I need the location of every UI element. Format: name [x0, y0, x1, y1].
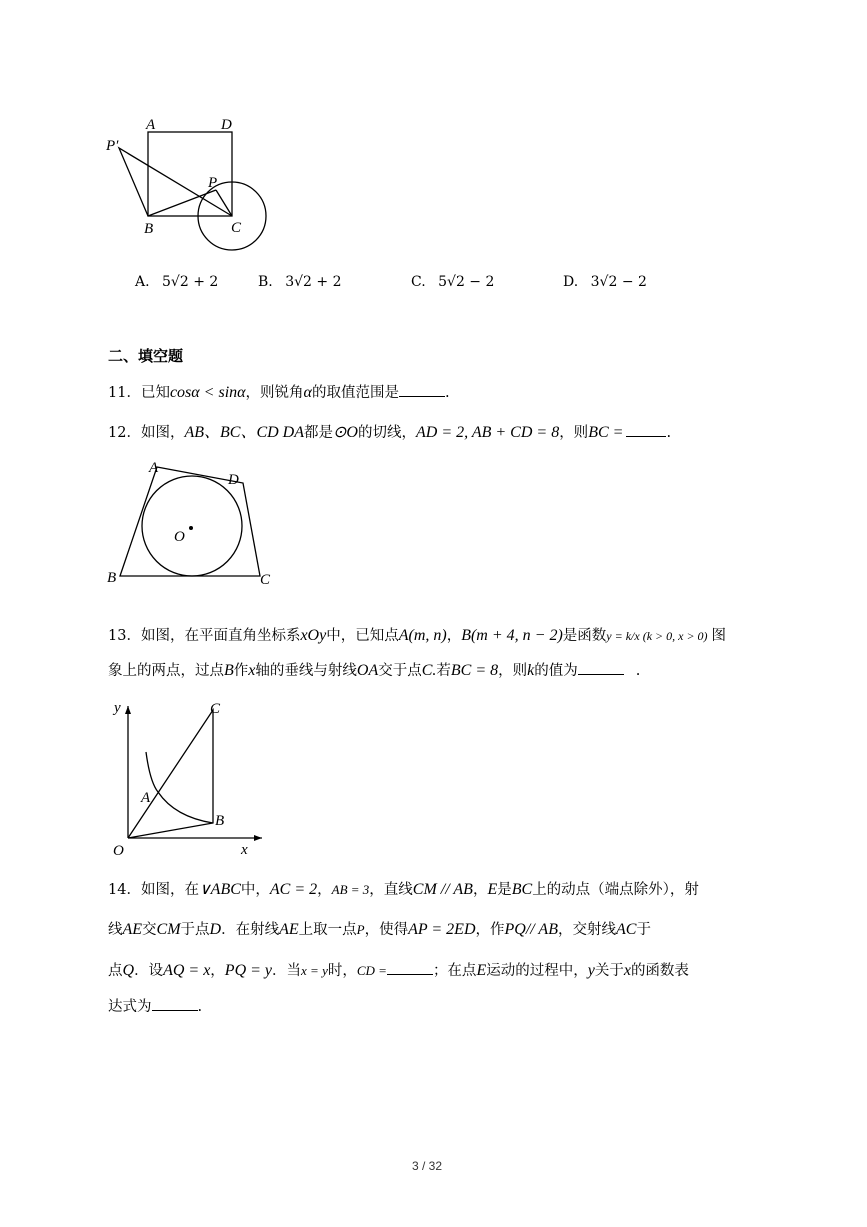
q14-l3j: CD = [356, 963, 387, 978]
fig13-label-c: C [210, 701, 221, 717]
q12-number: 12． [108, 425, 141, 441]
q14-l3n: y [587, 962, 595, 979]
q14-l2o: ，交射线 [557, 922, 616, 938]
q13-text-3: ， [446, 628, 462, 644]
q14-l2i: 上取一点 [298, 922, 357, 938]
option-d-letter: D. [563, 274, 579, 290]
q11-math-2: α [303, 384, 312, 401]
q14-l2g: ．在射线 [221, 922, 280, 938]
question-14-line-3 [108, 960, 689, 981]
q12-end: . [666, 425, 672, 441]
q13-text-5: 图 [711, 628, 727, 644]
q12-math-3: AD = 2, AB + CD = 8 [415, 424, 560, 441]
q13-text-4: 是函数 [562, 628, 607, 644]
q13-l2b: B [224, 662, 234, 679]
q14-l3i: 时， [327, 963, 357, 979]
q14-l3p: x [623, 962, 631, 979]
q14-l2k: ，使得 [364, 922, 409, 938]
figure-q10 [100, 110, 280, 260]
q14-l3k: ；在点 [432, 963, 477, 979]
q13-math-3: B(m + 4, n − 2) [461, 627, 563, 644]
option-c [411, 272, 494, 292]
q14-l3e: ， [210, 963, 225, 979]
fig10-label-b: B [144, 221, 154, 237]
q13-text-1: 如图，在平面直角坐标系 [140, 628, 301, 644]
fig10-label-a: A [146, 117, 156, 133]
option-b-letter: B. [258, 274, 273, 290]
fig12-label-d: D [228, 472, 239, 488]
q14-l2f: D [209, 921, 222, 938]
q14-l2b: AE [122, 921, 143, 938]
fig10-label-p: P [208, 175, 218, 191]
q14-l2a: 线 [108, 922, 123, 938]
q14-l3b: Q [122, 962, 135, 979]
q12-math-2: ⊙O [333, 424, 358, 441]
q13-math-2: A(m, n) [398, 627, 447, 644]
q13-number: 13． [108, 628, 141, 644]
figure-q13 [100, 692, 270, 862]
q13-l2a: 象上的两点，过点 [108, 663, 224, 679]
q14-l3h: x = y [301, 963, 328, 978]
q14-l2n: PQ// AB [504, 921, 558, 938]
fig12-label-o: O [174, 529, 185, 545]
q14-l2j: P [356, 922, 365, 937]
q14-l2d: CM [156, 921, 181, 938]
q11-text-1: 已知 [140, 385, 170, 401]
fig13-label-x: x [241, 842, 248, 858]
q12-text-3: 的切线， [357, 425, 416, 441]
option-c-letter: C. [411, 274, 426, 290]
q13-l2c: 作 [233, 663, 249, 679]
q14-l3c: ．设 [134, 963, 164, 979]
q14-l3d: AQ = x [163, 962, 211, 979]
q14-l2c: 交 [142, 922, 157, 938]
q11-text-3: 的取值范围是 [311, 385, 399, 401]
q13-l2k: ，则 [498, 663, 528, 679]
q13-math-4: y = k/x (k > 0, x > 0) [606, 629, 708, 643]
q13-l2h: C. [421, 662, 437, 679]
q13-l2l: k [527, 662, 535, 679]
q13-math-1: xOy [300, 627, 327, 644]
q13-l2f: OA [356, 662, 379, 679]
q14-math-6: BC [511, 881, 533, 898]
q12-text-1: 如图， [140, 425, 185, 441]
q14-math-2: AC = 2 [269, 881, 318, 898]
q14-math-5: E [487, 881, 498, 898]
question-14-line-4 [108, 996, 202, 1017]
q14-t3: ， [317, 882, 332, 898]
q14-l4a: 达式为 [108, 999, 152, 1015]
option-b-value: 3√2 + 2 [285, 274, 342, 290]
option-a-value: 5√2 + 2 [162, 274, 219, 290]
option-a-letter: A. [135, 274, 150, 290]
fig13-label-a: A [141, 790, 151, 806]
q14-t2: 中， [240, 882, 270, 898]
q13-end: . [635, 663, 641, 679]
question-13-line-1 [108, 626, 726, 646]
q14-t1: 如图，在 [140, 882, 199, 898]
question-14-line-2 [108, 920, 651, 940]
fig10-label-c: C [231, 220, 242, 236]
option-a [135, 272, 218, 292]
q14-l3o: 关于 [594, 963, 624, 979]
q14-l2q: 于 [636, 922, 651, 938]
fig13-label-o: O [113, 843, 124, 859]
q13-l2j: BC = 8 [450, 662, 499, 679]
q14-t7: 上的动点（端点除外），射 [532, 882, 699, 898]
q14-t4: ，直线 [369, 882, 413, 898]
q11-text-2: ，则锐角 [245, 385, 304, 401]
option-b [258, 272, 341, 292]
q14-end: . [197, 999, 203, 1015]
q13-text-2: 中，已知点 [326, 628, 399, 644]
q14-l3l: E [476, 962, 487, 979]
question-11 [108, 382, 450, 403]
fig12-label-b: B [107, 570, 117, 586]
q14-l2h: AE [279, 921, 299, 938]
q13-l2g: 交于点 [378, 663, 422, 679]
page-number: 3 / 32 [412, 1159, 443, 1173]
q12-answer-blank [626, 422, 666, 437]
q11-number: 11． [108, 385, 141, 401]
q14-l2l: AP = 2ED [408, 921, 476, 938]
q14-math-4: CM // AB [412, 881, 473, 898]
q14-l3q: 的函数表 [630, 963, 689, 979]
question-13-line-2 [108, 660, 640, 681]
q14-l2p: AC [615, 921, 637, 938]
option-d [563, 272, 647, 292]
q14-l2e: 于点 [180, 922, 210, 938]
q14-l3a: 点 [108, 963, 123, 979]
q11-answer-blank [399, 382, 445, 397]
section-title: 二、填空题 [108, 347, 184, 365]
q14-l3f: PQ = y [224, 962, 273, 979]
q14-l2m: ，作 [475, 922, 505, 938]
q11-math-1: cosα < sinα [169, 384, 246, 401]
fig12-label-c: C [260, 572, 271, 588]
q14-l3g: ．当 [272, 963, 302, 979]
q14-answer-blank-2 [152, 996, 198, 1011]
q12-math-1: AB、BC、CD DA [184, 424, 305, 441]
q14-math-1: ∨ABC [198, 881, 241, 898]
figure-q12 [100, 455, 290, 590]
q14-t5: ， [472, 882, 488, 898]
fig13-label-b: B [215, 813, 225, 829]
fig10-label-p-prime: P′ [106, 138, 119, 154]
q13-l2e: 轴的垂线与射线 [255, 663, 357, 679]
q12-text-2: 都是 [304, 425, 334, 441]
q11-end: . [444, 385, 450, 401]
q14-t6: 是 [497, 882, 512, 898]
q13-l2d: x [248, 662, 256, 679]
option-d-value: 3√2 − 2 [590, 274, 647, 290]
question-12 [108, 422, 671, 443]
q14-number: 14． [108, 882, 141, 898]
q13-answer-blank [578, 660, 624, 675]
q14-math-3: AB = 3 [331, 882, 370, 897]
fig13-label-y: y [114, 700, 121, 716]
question-14-line-1 [108, 880, 699, 900]
q13-l2m: 的值为 [534, 663, 578, 679]
q12-math-4: BC = [588, 424, 624, 441]
q14-answer-blank-1 [387, 960, 433, 975]
q14-l3m: 运动的过程中， [486, 963, 588, 979]
fig12-label-a: A [149, 460, 159, 476]
fig10-label-d: D [221, 117, 232, 133]
option-c-value: 5√2 − 2 [438, 274, 495, 290]
q13-l2i: 若 [436, 663, 451, 679]
q12-text-4: ，则 [559, 425, 589, 441]
